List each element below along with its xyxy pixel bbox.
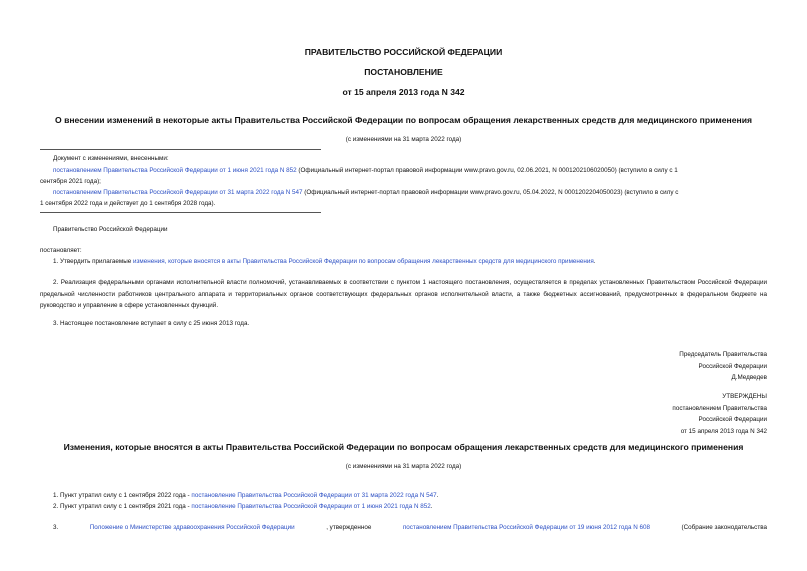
ministry-regulation-link[interactable]: Положение о Министерстве здравоохранения Российской Федерации <box>89 524 295 531</box>
amendment-link-852[interactable]: постановлением Правительства Российской Федерации от 1 июня 2021 года N 852 <box>53 167 297 174</box>
amendment-link-547[interactable]: постановлением Правительства Российской Федерации от 31 марта 2022 года N 547 <box>53 189 303 196</box>
annex-link-547[interactable]: постановление Правительства Российской Федерации от 31 марта 2022 года N 547 <box>191 492 437 499</box>
signature-name: Д.Медведев <box>731 374 767 381</box>
approved-title: УТВЕРЖДЕНЫ <box>722 393 767 400</box>
document-title: О внесении изменений в некоторые акты Правительства Российской Федерации по вопросам обращения лекарственных средств для медицинского применения <box>55 115 752 125</box>
decides: постановляет: <box>40 247 82 254</box>
org-name: ПРАВИТЕЛЬСТВО РОССИЙСКОЙ ФЕДЕРАЦИИ <box>304 47 503 57</box>
document-date: от 15 апреля 2013 года N 342 <box>342 87 465 97</box>
changes-link[interactable]: изменения, которые вносятся в акты Правительства Российской Федерации по вопросам обращения лекарственных средств для медицинского применения <box>133 258 594 265</box>
annex-item-3: 3. Положение о Министерстве здравоохранения Российской Федерации , утвержденное постановлением Правительства Российской Федерации от 19 июня 2012 года N 608 (Собрание законодательства <box>53 522 767 534</box>
signature-block <box>679 349 767 384</box>
annex-link-852[interactable]: постановление Правительства Российской Федерации от 1 июня 2021 года N 852 <box>191 503 431 510</box>
changes-bottom-rule <box>40 212 321 213</box>
changes-item-2: постановлением Правительства Российской Федерации от 31 марта 2022 года N 547 (Официальный интернет-портал правовой информации www.pravo.gov.ru, 05.04.2022, N 0001202204050023) (вступило в силу с <box>53 189 679 196</box>
issuer: Правительство Российской Федерации <box>53 226 168 233</box>
approved-block: УТВЕРЖДЕНЫ постановлением Правительства Российской Федерации от 15 апреля 2013 года N 342 <box>672 393 767 435</box>
changes-item-2-cont: 1 сентября 2022 года и действует до 1 сентября 2028 года). <box>40 200 216 207</box>
annex-amended-note: (с изменениями на 31 марта 2022 года) <box>345 463 462 470</box>
signature-country: Российской Федерации <box>698 362 767 370</box>
paragraph-2: 2. Реализация федеральными органами исполнительной власти полномочий, устанавливаемых в соответствии с пунктом 1 настоящего постановления, осуществляется в пределах установленных Правительством Российской Федерации предельной численности работников центрального аппарата и территориальных органов соответствующих федеральных органов исполнительной власти, а также бюджетных ассигнований, предусмотренных в федеральном бюджете на руководство и управление в сфере установленных функций. <box>40 279 767 309</box>
changes-intro: Документ с изменениями, внесенными: <box>53 155 169 162</box>
annex-title: Изменения, которые вносятся в акты Правительства Российской Федерации по вопросам обращения лекарственных средств для медицинского применения <box>63 442 744 452</box>
annex-item-2: 2. Пункт утратил силу с 1 сентября 2021 года - постановление Правительства Российской Федерации от 1 июня 2021 года N 852. <box>53 503 433 510</box>
annex-item-1: 1. Пункт утратил силу с 1 сентября 2022 года - постановление Правительства Российской Федерации от 31 марта 2022 года N 547. <box>53 492 439 499</box>
changes-item-1-cont: сентября 2021 года); <box>40 178 101 185</box>
changes-top-rule <box>40 149 321 150</box>
signature-position: Председатель Правительства <box>679 351 767 358</box>
document-type: ПОСТАНОВЛЕНИЕ <box>364 67 443 77</box>
regulation-608-link[interactable]: постановлением Правительства Российской Федерации от 19 июня 2012 года N 608 <box>402 524 651 531</box>
paragraph-1: 1. Утвердить прилагаемые изменения, которые вносятся в акты Правительства Российской Федерации по вопросам обращения лекарственных средств для медицинского применения. <box>53 258 596 265</box>
changes-item-1: постановлением Правительства Российской Федерации от 1 июня 2021 года N 852 (Официальный интернет-портал правовой информации www.pravo.gov.ru, 02.06.2021, N 0001202106020050) (вступило в силу с 1 <box>53 167 678 174</box>
amended-note: (с изменениями на 31 марта 2022 года) <box>345 136 462 143</box>
paragraph-3: 3. Настоящее постановление вступает в силу с 25 июня 2013 года. <box>53 320 250 327</box>
